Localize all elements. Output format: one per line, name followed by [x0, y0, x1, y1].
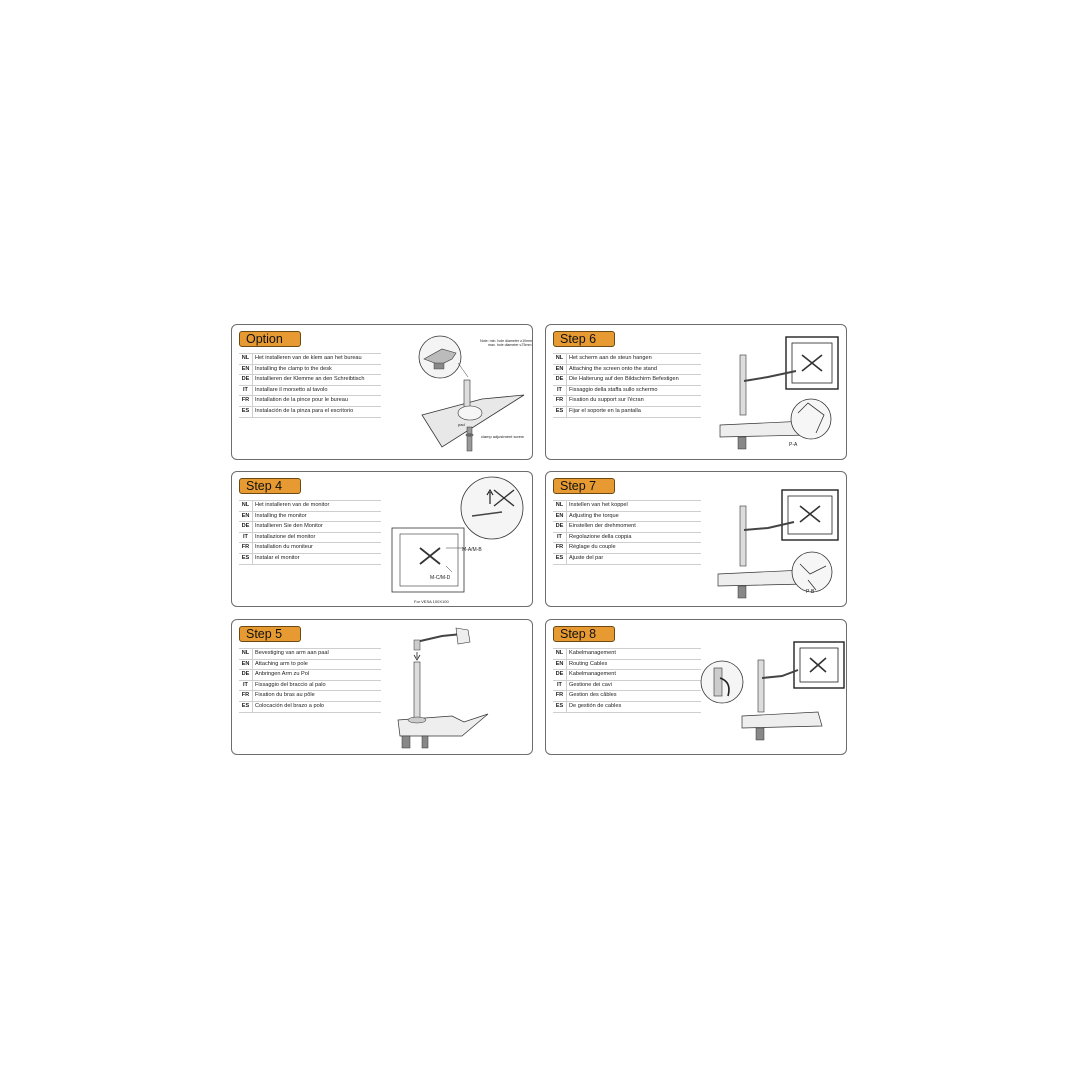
table-row	[553, 670, 701, 681]
lang-text: Installation du moniteur	[253, 543, 382, 554]
lang-text: Fixation du support sur l'écran	[567, 396, 702, 407]
panel-title: Step 8	[553, 626, 615, 642]
lang-code: EN	[239, 364, 253, 375]
lang-text: Réglage du couple	[567, 543, 702, 554]
lang-code: FR	[239, 396, 253, 407]
lang-code: NL	[553, 501, 567, 512]
lang-text: Instalación de la pinza para el escritorio	[253, 406, 382, 417]
table-row	[239, 511, 381, 522]
panel-step-4	[231, 471, 533, 607]
lang-code: FR	[553, 396, 567, 407]
panel-step-8	[545, 619, 847, 755]
lang-text: Einstellen der drehmoment	[567, 522, 702, 533]
arm-to-pole-illustration	[392, 624, 532, 752]
panel-title: Step 4	[239, 478, 301, 494]
lang-text: Routing Cables	[567, 659, 702, 670]
label-m-a-m-b: M-A/M-B	[462, 547, 482, 553]
table-row	[239, 522, 381, 533]
lang-text: Adjusting the torque	[567, 511, 702, 522]
lang-code: EN	[553, 659, 567, 670]
lang-code: DE	[239, 522, 253, 533]
lang-text: Die Halterung auf den Bildschirm Befestigen	[567, 375, 702, 386]
lang-text: Ajuste del par	[567, 553, 702, 564]
part-label: P-B	[806, 589, 815, 595]
panel-title: Step 6	[553, 331, 615, 347]
table-row	[239, 375, 381, 386]
lang-text: Attaching the screen onto the stand	[567, 364, 702, 375]
language-table	[553, 353, 701, 418]
lang-text: Installing the monitor	[253, 511, 382, 522]
lang-text: Bevestiging van arm aan paal	[253, 649, 382, 660]
lang-code: IT	[553, 532, 567, 543]
note-line-2: max. hole diameter ≤75mm	[488, 343, 532, 347]
table-row	[239, 354, 381, 365]
table-row	[553, 501, 701, 512]
table-row	[553, 680, 701, 691]
lang-code: NL	[553, 354, 567, 365]
table-row	[239, 532, 381, 543]
table-row	[553, 553, 701, 564]
lang-text: Gestion des câbles	[567, 691, 702, 702]
label-vesa: For VESA 100X100	[414, 599, 449, 604]
table-row	[239, 659, 381, 670]
lang-code: FR	[553, 691, 567, 702]
lang-text: Installazione del monitor	[253, 532, 382, 543]
panel-step-5	[231, 619, 533, 755]
lang-text: Fissaggio della staffa sullo schermo	[567, 385, 702, 396]
monitor-stand-illustration	[716, 333, 844, 458]
lang-code: NL	[553, 649, 567, 660]
lang-code: IT	[239, 385, 253, 396]
lang-code: ES	[553, 701, 567, 712]
lang-text: Fijar el soporte en la pantalla	[567, 406, 702, 417]
lang-text: Attaching arm to pole	[253, 659, 382, 670]
table-row	[239, 553, 381, 564]
table-row	[553, 364, 701, 375]
lang-text: Kabelmanagement	[567, 670, 702, 681]
note-line-1: Note: min. hole diameter ≥10mm	[480, 339, 533, 343]
table-row	[239, 680, 381, 691]
lang-text: Het scherm aan de steun hangen	[567, 354, 702, 365]
lang-text: Gestione dei cavi	[567, 680, 702, 691]
lang-text: Het installeren van de monitor	[253, 501, 382, 512]
lang-code: ES	[553, 553, 567, 564]
lang-code: IT	[239, 532, 253, 543]
table-row	[239, 649, 381, 660]
language-table	[553, 648, 701, 713]
table-row	[239, 543, 381, 554]
lang-text: Anbringen Arm zu Pol	[253, 670, 382, 681]
language-table	[553, 500, 701, 565]
table-row	[553, 354, 701, 365]
panel-step-6	[545, 324, 847, 460]
lang-code: DE	[553, 522, 567, 533]
table-row	[553, 385, 701, 396]
table-row	[553, 522, 701, 533]
lang-code: DE	[239, 670, 253, 681]
table-row	[239, 691, 381, 702]
table-row	[239, 385, 381, 396]
lang-code: DE	[553, 670, 567, 681]
panel-title: Option	[239, 331, 301, 347]
lang-text: Installieren der Klemme an den Schreibtisch	[253, 375, 382, 386]
lang-text: Installare il morsetto al tavolo	[253, 385, 382, 396]
language-table	[239, 353, 381, 418]
vesa-mount-illustration	[390, 476, 530, 596]
table-row	[553, 691, 701, 702]
language-table	[239, 500, 381, 565]
table-row	[553, 511, 701, 522]
table-row	[239, 406, 381, 417]
lang-code: ES	[553, 406, 567, 417]
lang-code: ES	[239, 553, 253, 564]
lang-code: NL	[239, 501, 253, 512]
lang-code: DE	[239, 375, 253, 386]
lang-code: EN	[553, 511, 567, 522]
table-row	[239, 670, 381, 681]
lang-text: Regolazione della coppia	[567, 532, 702, 543]
lang-text: Installation de la pince pour le bureau	[253, 396, 382, 407]
lang-text: Het installeren van de klem aan het bureau	[253, 354, 382, 365]
language-table	[239, 648, 381, 713]
panel-step-7	[545, 471, 847, 607]
table-row	[553, 659, 701, 670]
table-row	[553, 543, 701, 554]
lang-code: IT	[239, 680, 253, 691]
lang-code: DE	[553, 375, 567, 386]
pad-label: pad	[458, 422, 465, 427]
label-m-c-m-d: M-C/M-D	[430, 575, 451, 581]
lang-text: Fixation du bras au pôle	[253, 691, 382, 702]
clamp-screw-label: clamp adjustment screw	[481, 434, 524, 439]
lang-text: Colocación del brazo a polo	[253, 701, 382, 712]
lang-code: ES	[239, 406, 253, 417]
lang-code: IT	[553, 385, 567, 396]
lang-code: EN	[239, 659, 253, 670]
lang-code: EN	[553, 364, 567, 375]
panel-option	[231, 324, 533, 460]
lang-code: NL	[239, 354, 253, 365]
table-row	[553, 532, 701, 543]
table-row	[553, 701, 701, 712]
panel-title: Step 7	[553, 478, 615, 494]
lang-code: FR	[553, 543, 567, 554]
table-row	[553, 406, 701, 417]
lang-code: ES	[239, 701, 253, 712]
table-row	[553, 375, 701, 386]
lang-text: Installieren Sie den Monitor	[253, 522, 382, 533]
torque-adjust-illustration	[716, 480, 844, 605]
lang-code: IT	[553, 680, 567, 691]
table-row	[553, 396, 701, 407]
lang-code: FR	[239, 691, 253, 702]
lang-text: Instalar el monitor	[253, 553, 382, 564]
panel-title: Step 5	[239, 626, 301, 642]
table-row	[239, 501, 381, 512]
lang-code: NL	[239, 649, 253, 660]
lang-text: De gestión de cables	[567, 701, 702, 712]
lang-code: EN	[239, 511, 253, 522]
lang-code: FR	[239, 543, 253, 554]
lang-text: Kabelmanagement	[567, 649, 702, 660]
lang-text: Instellen van het koppel	[567, 501, 702, 512]
table-row	[239, 364, 381, 375]
lang-text: Installing the clamp to the desk	[253, 364, 382, 375]
table-row	[239, 701, 381, 712]
lang-text: Fissaggio del braccio al palo	[253, 680, 382, 691]
cable-routing-illustration	[698, 638, 846, 750]
table-row	[553, 649, 701, 660]
table-row	[239, 396, 381, 407]
part-label: P-A	[789, 442, 798, 448]
